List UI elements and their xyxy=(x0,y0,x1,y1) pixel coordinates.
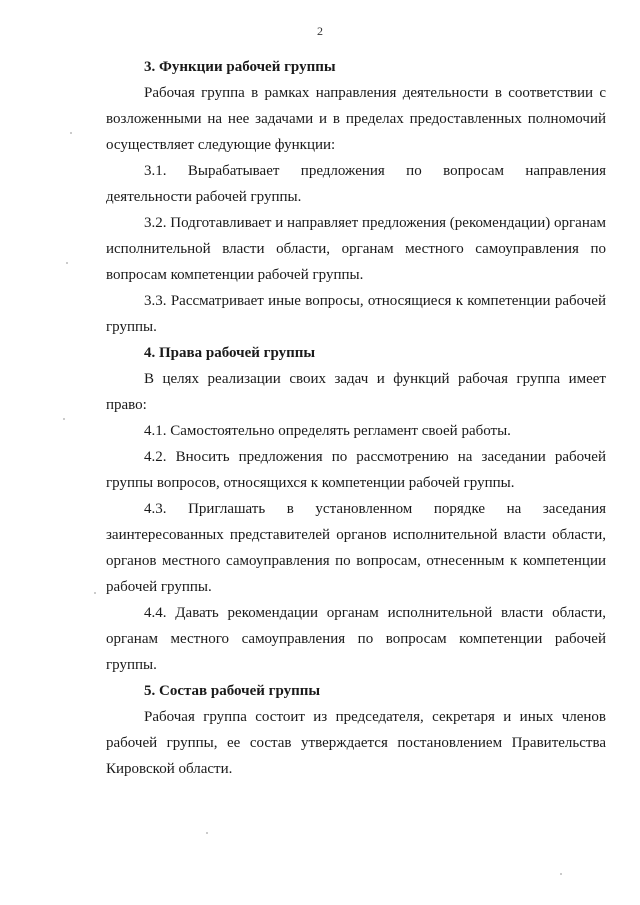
section-heading-composition: 5. Состав рабочей группы xyxy=(144,683,321,699)
paragraph-3-1: 3.1. Вырабатывает предложения по вопросам направления деятельности рабочей группы. xyxy=(106,163,606,205)
section-composition xyxy=(106,678,606,782)
paragraph-rights-intro: В целях реализации своих задач и функций рабочая группа имеет право: xyxy=(106,371,606,413)
scan-speck xyxy=(66,262,68,264)
paragraph-4-3: 4.3. Приглашать в установленном порядке на заседания заинтересованных представителей органов исполнительной власти области, органов местного самоуправления по вопросам, отнесенным к компетенции рабочей группы. xyxy=(106,501,606,595)
section-rights xyxy=(106,340,606,678)
section-heading-functions: 3. Функции рабочей группы xyxy=(144,59,336,75)
paragraph-3-2: 3.2. Подготавливает и направляет предложения (рекомендации) органам исполнительной власти области, органам местного самоуправления по вопросам компетенции рабочей группы. xyxy=(106,215,606,283)
scan-speck xyxy=(206,832,208,834)
paragraph-4-1: 4.1. Самостоятельно определять регламент своей работы. xyxy=(144,423,511,439)
paragraph-4-2: 4.2. Вносить предложения по рассмотрению на заседании рабочей группы вопросов, относящихся к компетенции рабочей группы. xyxy=(106,449,606,491)
page-number: 2 xyxy=(317,24,323,38)
section-functions xyxy=(106,54,606,340)
scan-speck xyxy=(560,873,562,875)
scan-speck xyxy=(70,132,72,134)
scan-speck xyxy=(63,418,65,420)
section-heading-rights: 4. Права рабочей группы xyxy=(144,345,316,361)
scan-speck xyxy=(94,592,96,594)
paragraph-composition: Рабочая группа состоит из председателя, секретаря и иных членов рабочей группы, ее состав утверждается постановлением Правительства Кировской области. xyxy=(106,709,606,777)
document-body xyxy=(106,54,606,782)
paragraph-4-4: 4.4. Давать рекомендации органам исполнительной власти области, органам местного самоуправления по вопросам компетенции рабочей группы. xyxy=(106,605,606,673)
paragraph-3-3: 3.3. Рассматривает иные вопросы, относящиеся к компетенции рабочей группы. xyxy=(106,293,606,335)
paragraph-functions-intro: Рабочая группа в рамках направления деятельности в соответствии с возложенными на нее задачами и в пределах предоставленных полномочий осуществляет следующие функции: xyxy=(106,85,606,153)
